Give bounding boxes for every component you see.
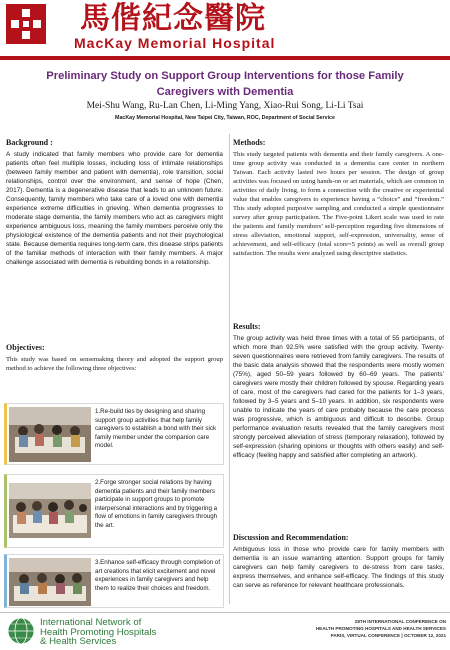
network-line-2: Health Promoting Hospitals	[40, 626, 157, 638]
background-text: A study indicated that family members who provide care for dementia patients often feel multiple losses, including loss of intimate relationships (between family member and patient with dementia), role transition, social relationships, control over the environment, and sense of hope (Chen, 2017). Dementia is a degenerative disease that leads to an unknown future. Consequently, family members who take care of a loved one with dementia experience extreme difficulties in grieving. When dementia progresses to moderate stage dementia, the family members who act as caregivers might experience ambiguous loss, meaning the family members perceive only the physiological existence of the dementia patients and not their psychological state. Because dementia requires long-term care, this disease strips patients of the familiar methods of interaction with their family members. A major challenge associated with dementia is rebuilding bonds in a relationship.	[6, 151, 223, 266]
objective-3-text: 3.Enhance self-efficacy through completion of art creations that elicit excitement and novel experiences in family caregivers and help them to realize their choices and freedom.	[95, 559, 221, 592]
methods-heading: Methods:	[233, 138, 266, 147]
poster-affiliation: MacKay Memorial Hospital, New Taipei City, Taiwan, ROC, Department of Social Service	[115, 115, 335, 121]
network-line-3: & Health Services	[40, 636, 117, 647]
group-activity-photo-2	[9, 483, 91, 538]
objective-card-1	[4, 403, 224, 465]
poster-header	[0, 0, 450, 60]
objective-card-3	[4, 554, 224, 608]
group-activity-photo-3	[9, 558, 91, 606]
discussion-heading: Discussion and Recommendation:	[233, 533, 349, 542]
results-section	[233, 322, 444, 460]
objective-2-text: 2.Forge stronger social relations by having dementia patients and their family members participate in support groups to promote interpersonal interactions and by triggering a flow of emotions in family caregivers through the art.	[95, 479, 218, 529]
objectives-section	[6, 343, 223, 373]
column-divider	[229, 134, 230, 604]
objective-1-text: 1.Re-build ties by designing and sharing support group activities that help family caregivers to establish a bond with their sick family member under the companion care model.	[95, 408, 217, 450]
header-divider	[0, 56, 450, 60]
poster-title: Preliminary Study on Support Group Interventions for those Family Caregivers with Dementia	[46, 70, 404, 98]
methods-text: This study targeted patients with dementia and their family caregivers. A one-time group activity was conducted in a dementia care center in northern Taiwan. Each activity lasted two hours per session. The design of group activities was focused on using hands-on or art materials, which are common in activities of daily living, to form a connection with the creative or experiential value that enables caregivers to experience having a “choice” and “freedom.” This study adopted purposive sampling and conducted a simple questionnaire survey after group participation. The Five-point Likert scale was used to rate the patients and family members’ self-perception regarding five dimensions of stress alleviation, emotional support, self-expression, universality, sense of achievement, and self-efficacy (total score=5 points) as well as overall group satisfaction. The results were analyzed using descriptive statistics.	[233, 151, 444, 257]
globe-network-icon	[6, 616, 36, 646]
conference-info	[248, 618, 446, 639]
footer-divider	[0, 612, 450, 613]
conference-line-1: 28TH INTERNATIONAL CONFERENCE ON	[354, 619, 446, 624]
objectives-heading: Objectives:	[6, 343, 45, 352]
background-heading: Background :	[6, 138, 53, 147]
discussion-section	[233, 533, 444, 590]
network-line-1: International Network of	[40, 617, 142, 628]
hospital-logo-icon	[6, 4, 46, 44]
group-activity-photo-1	[9, 407, 91, 462]
poster-authors: Mei-Shu Wang, Ru-Lan Chen, Li-Ming Yang, Xiao-Rui Song, Li-Li Tsai	[86, 101, 364, 111]
conference-line-2: HEALTH PROMOTING HOSPITALS AND HEALTH SERVICES	[315, 626, 446, 631]
methods-section	[233, 138, 444, 258]
results-text: The group activity was held three times with a total of 55 participants, of which more than 92.5% were satisfied with the group activity. Twenty-seven questionnaires were retrieved from family caregivers. The results of the basic data analysis showed that the respondents were mostly women (75%), aged 50–59 years followed by 60–69 years. The patients’ caregivers were mostly their children followed by spouse. Regarding years of care, most of the caregivers had cared for the patients for 1–3 years, followed by 3–5 years and 5–10 years. In addition, six respondents were unable to indicate the years of care probably because the care process was progressive, which is ambiguous and difficult to describe. Group performance evaluation results revealed that the family caregivers most strongly perceived alleviation of stress (temporary relaxation), followed by self-expression (sharing opinions or thoughts with others easily) and self-efficacy (feeling happy and satisfied after completing an artwork).	[233, 335, 444, 459]
hospital-name-english: MacKay Memorial Hospital	[74, 35, 276, 51]
results-heading: Results:	[233, 322, 261, 331]
conference-line-3: PARIS, VIRTUAL CONFERENCE | OCTOBER 12, 2021	[330, 633, 446, 638]
hospital-name-chinese: 馬偕紀念醫院	[80, 1, 266, 36]
objective-card-2	[4, 474, 224, 548]
objectives-text: This study was based on sensemaking theory and adopted the support group method to achieve the following three objectives:	[6, 356, 223, 372]
background-section	[6, 138, 223, 267]
network-name	[40, 618, 156, 647]
discussion-text: Ambiguous loss in those who provide care for family members with dementia is an issue warranting attention. Support groups for family caregivers can help family caregivers to de-stress from care tasks, express themselves, and enhance self-efficacy. The findings of this study can serve as reference for relevant healthcare professionals.	[233, 546, 444, 589]
